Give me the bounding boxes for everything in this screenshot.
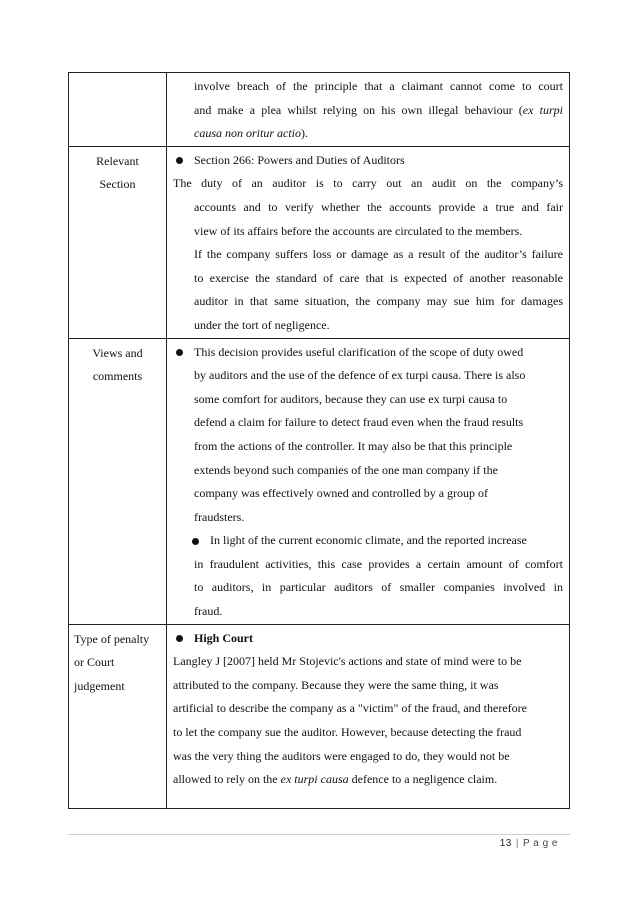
page-label: P a g e: [522, 838, 558, 849]
text-line: [173, 768, 563, 792]
text-span: attributed to the company. Because they were the same thing, it was: [173, 677, 499, 692]
text-line: [173, 267, 563, 291]
text-span: company was effectively owned and controlled by a group of: [194, 486, 489, 501]
italic-text: causa non oritur actio: [194, 126, 301, 141]
row-label-views-comments: [69, 338, 167, 624]
text-line: [173, 482, 563, 506]
text-line: [173, 243, 563, 267]
text-line: [173, 411, 563, 435]
text-line: [173, 388, 563, 412]
bullet-dot-icon: [176, 157, 183, 164]
text-line: [173, 650, 563, 674]
row-label-relevant-section: [69, 146, 167, 338]
text-line: [173, 697, 563, 721]
text-line: [173, 745, 563, 769]
bullet-dot-icon: [192, 538, 199, 545]
text-span: was the very thing the auditors were engaged to do, they would not be: [173, 748, 510, 763]
label-line: or Court: [74, 655, 115, 670]
text-span: Langley J [2007] held Mr Stojevic's actions and state of mind were to be: [173, 654, 522, 669]
text-span: view of its affairs before the accounts are circulated to the members.: [194, 223, 523, 238]
text-span: some comfort for auditors, because they can use ex turpi causa to: [194, 391, 508, 406]
text-span: to let the company sue the auditor. However, because detecting the fraud: [173, 725, 522, 740]
text-span: allowed to rely on the: [173, 772, 281, 787]
table-row: [69, 338, 570, 624]
table-row: [69, 624, 570, 808]
page-number: 13: [499, 838, 512, 849]
text-span: to auditors, in particular auditors of smaller companies involved in: [194, 580, 563, 595]
text-span: accounts and to verify whether the accounts provide a true and fair: [194, 199, 563, 214]
text-span: from the actions of the controller. It may also be that this principle: [194, 438, 513, 453]
table-row: [69, 73, 570, 147]
text-line: [173, 553, 563, 577]
text-line: [173, 99, 563, 123]
text-span: under the tort of negligence.: [194, 317, 330, 332]
bullet-dot-icon: [176, 635, 183, 642]
text-line: [173, 290, 563, 314]
bullet-item: [173, 627, 563, 651]
text-line: [173, 600, 563, 624]
bullet-item: [173, 529, 563, 553]
text-line: [173, 674, 563, 698]
bullet-text: This decision provides useful clarification of the scope of duty owed: [194, 344, 524, 359]
text-span: defence to a negligence claim.: [348, 772, 498, 787]
relevant-section-cell: [167, 146, 570, 338]
text-span: The duty of an auditor is to carry out an audit on the company’s: [173, 176, 563, 191]
bullet-item: [173, 341, 563, 365]
text-span: to exercise the standard of care that is expected of another reasonable: [194, 270, 563, 285]
label-line: Section: [99, 177, 136, 192]
table-row: [69, 146, 570, 338]
text-span: by auditors and the use of the defence of ex turpi causa. There is also: [194, 368, 526, 383]
text-span: fraud.: [194, 604, 223, 619]
bullet-text: High Court: [194, 630, 254, 645]
italic-text: ex turpi causa: [280, 772, 349, 787]
label-line: judgement: [74, 678, 125, 693]
text-line: [173, 220, 563, 244]
case-summary-table: [68, 72, 570, 809]
row-label-empty: [69, 73, 167, 147]
text-line: [173, 721, 563, 745]
text-span: auditor in that same situation, the company may sue him for damages: [194, 294, 563, 309]
footer-divider: [68, 834, 570, 835]
text-line: [173, 196, 563, 220]
text-line: [173, 506, 563, 530]
text-line: [173, 75, 563, 99]
text-line: [173, 435, 563, 459]
text-line: [173, 364, 563, 388]
page-footer: [500, 838, 558, 849]
text-span: If the company suffers loss or damage as a result of the auditor’s failure: [194, 247, 563, 262]
text-span: in fraudulent activities, this case provides a certain amount of comfort: [194, 556, 563, 571]
italic-text: ex turpi: [522, 102, 563, 117]
text-span: artificial to describe the company as a "victim" of the fraud, and therefore: [173, 701, 527, 716]
text-line: [173, 459, 563, 483]
text-span: fraudsters.: [194, 509, 245, 524]
text-line: [173, 576, 563, 600]
label-line: comments: [92, 369, 143, 384]
bullet-text: Section 266: Powers and Duties of Auditors: [194, 152, 405, 167]
footer-separator: |: [515, 838, 519, 849]
text-line: [173, 314, 563, 338]
label-line: Views and: [92, 345, 143, 360]
text-span: and make a plea whilst relying on his own illegal behaviour (: [194, 102, 523, 117]
text-span: extends beyond such companies of the one man company if the: [194, 462, 498, 477]
text-span: ).: [301, 126, 308, 141]
text-span: involve breach of the principle that a claimant cannot come to court: [194, 79, 563, 93]
label-line: Relevant: [96, 153, 139, 168]
views-comments-cell: [167, 338, 570, 624]
court-judgement-cell: [167, 624, 570, 808]
text-span: defend a claim for failure to detect fraud even when the fraud results: [194, 415, 524, 430]
continuation-cell: [167, 73, 570, 147]
text-line: [173, 172, 563, 196]
bullet-item: [173, 149, 563, 173]
text-line: [173, 122, 563, 146]
bullet-dot-icon: [176, 349, 183, 356]
row-label-penalty-judgement: [69, 624, 167, 808]
bullet-text: In light of the current economic climate, and the reported increase: [210, 533, 527, 548]
label-line: Type of penalty: [74, 631, 150, 646]
